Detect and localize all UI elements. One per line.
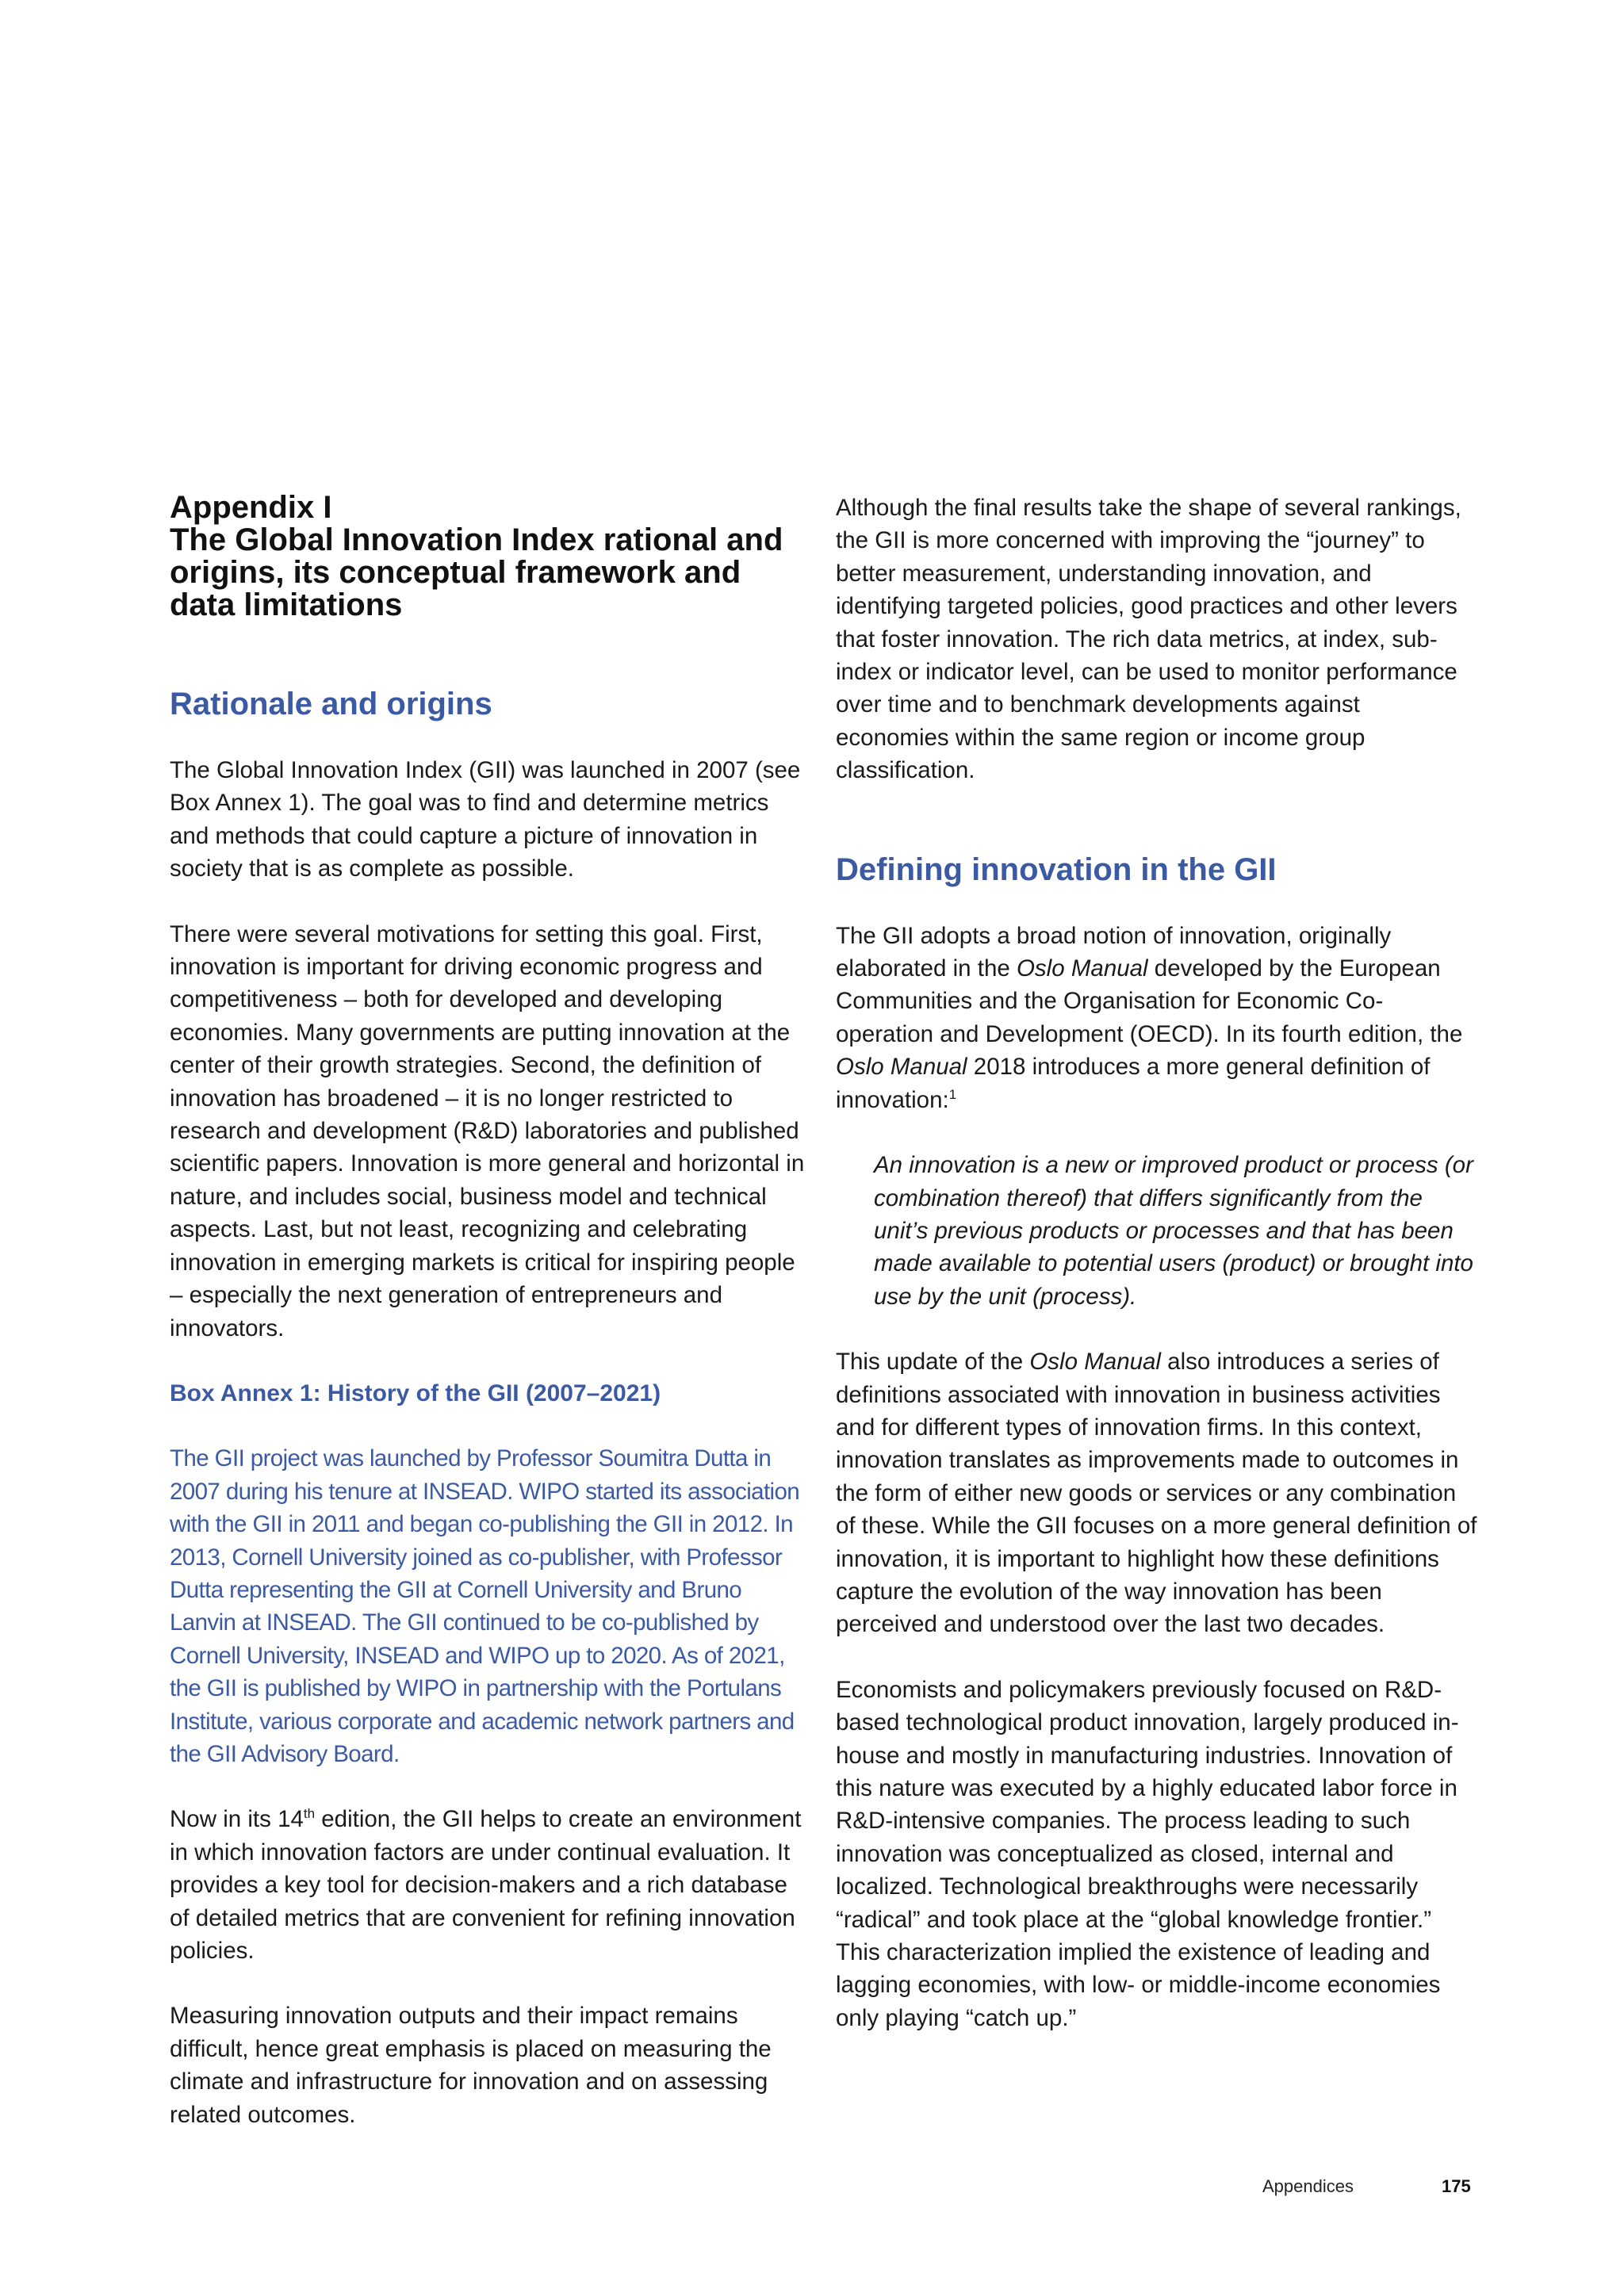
text-run: The GII adopts a broad notion of innovation, originally elaborated in the (836, 922, 1392, 982)
section-heading-rationale: Rationale and origins (170, 687, 492, 721)
italic-title: Oslo Manual (836, 1054, 967, 1081)
paragraph: The Global Innovation Index (GII) was launched in 2007 (see Box Annex 1). The goal was to find and determine metrics and methods that could capture a picture of innovation in society that is as complete as possible. (170, 757, 801, 882)
italic-title: Oslo Manual (1029, 1349, 1161, 1376)
appendix-label: Appendix I (170, 490, 332, 525)
footnote-marker: 1 (948, 1086, 957, 1102)
text-run: This update of the (836, 1349, 1030, 1376)
text-run: also introduces a series of definitions associated with innovation in business activities and for different types of innovation firms. In this context, innovation translates as improvements made to outcomes in the form of either new goods or services or any combination of these. While the GII focuses on a more general definition of innovation, it is important to highlight how these definitions capture the evolution of the way innovation has been perceived and understood over the last two decades. (836, 1349, 1477, 1638)
section-heading-defining: Defining innovation in the GII (836, 851, 1277, 887)
italic-title: Oslo Manual (1016, 955, 1148, 982)
superscript: th (303, 1806, 316, 1822)
text-run: 2018 introduces a more general definition of innovation: (836, 1054, 1431, 1113)
paragraph: Although the final results take the shape of several rankings, the GII is more concerned with improving the “journey” to better measurement, understanding innovation, and identifying targeted policies, good practices and other levers that foster innovation. The rich data metrics, at index, sub-index or indicator level, can be used to monitor performance over time and to benchmark developments against economies within the same region or income group classification. (836, 495, 1461, 784)
box-annex-body: The GII project was launched by Professor Soumitra Dutta in 2007 during his tenure at INSEAD. WIPO started its association with the GII in 2011 and began co-publishing the GII in 2012. In 2013, Cornell University joined as co-publisher, with Professor Dutta representing the GII at Cornell University and Bruno Lanvin at INSEAD. The GII continued to be co-published by Cornell University, INSEAD and WIPO up to 2020. As of 2021, the GII is published by WIPO in partnership with the Portulans Institute, various corporate and academic network partners and the GII Advisory Board. (170, 1445, 800, 1767)
paragraph (836, 1345, 1478, 1641)
left-column (170, 492, 812, 2164)
text-run: edition, the GII helps to create an environment in which innovation factors are under continual evaluation. It provides a key tool for decision-makers and a rich database of detailed metrics that are convenient for refining innovation policies. (170, 1806, 802, 1964)
box-annex-title: Box Annex 1: History of the GII (2007–2021) (170, 1380, 661, 1406)
paragraph (170, 1803, 812, 1967)
text-run: developed by the European Communities and the Organisation for Economic Co-operation and Development (OECD). In its fourth edition, the (836, 955, 1463, 1047)
paragraph: There were several motivations for setting this goal. First, innovation is important for driving economic progress and competitiveness – both for developed and developing economies. Many governments are putting innovation at the center of their growth strategies. Second, the definition of innovation has broadened – it is no longer restricted to research and development (R&D) laboratories and published scientific papers. Innovation is more general and horizontal in nature, and includes social, business model and technical aspects. Last, but not least, recognizing and celebrating innovation in emerging markets is critical for inspiring people – especially the next generation of entrepreneurs and innovators. (170, 920, 805, 1341)
definition-quote: An innovation is a new or improved product or process (or combination thereof) that differs significantly from the unit’s previous products or processes and that has been made available to potential users (product) or brought into use by the unit (process). (874, 1152, 1473, 1310)
paragraph: Measuring innovation outputs and their impact remains difficult, hence great emphasis is placed on measuring the climate and infrastructure for innovation and on assessing related outcomes. (170, 2003, 772, 2128)
appendix-title-line-3: data limitations (170, 587, 403, 622)
paragraph (836, 920, 1478, 1116)
footer-section-label: Appendices (1262, 2176, 1354, 2196)
appendix-heading (170, 492, 812, 622)
text-run: Now in its 14 (170, 1806, 304, 1833)
appendix-title-line-1: The Global Innovation Index rational and (170, 522, 783, 557)
page-number: 175 (1442, 2176, 1471, 2196)
paragraph: Economists and policymakers previously focused on R&D-based technological product innovation, largely produced in-house and mostly in manufacturing industries. Innovation of this nature was executed by a highly educated labor force in R&D-intensive companies. The process leading to such innovation was conceptualized as closed, internal and localized. Technological breakthroughs were necessarily “radical” and took place at the “global knowledge frontier.” This characterization implied the existence of leading and lagging economies, with low- or middle-income economies only playing “catch up.” (836, 1676, 1459, 2031)
right-column (836, 492, 1478, 2067)
appendix-title-line-2: origins, its conceptual framework and (170, 555, 741, 590)
